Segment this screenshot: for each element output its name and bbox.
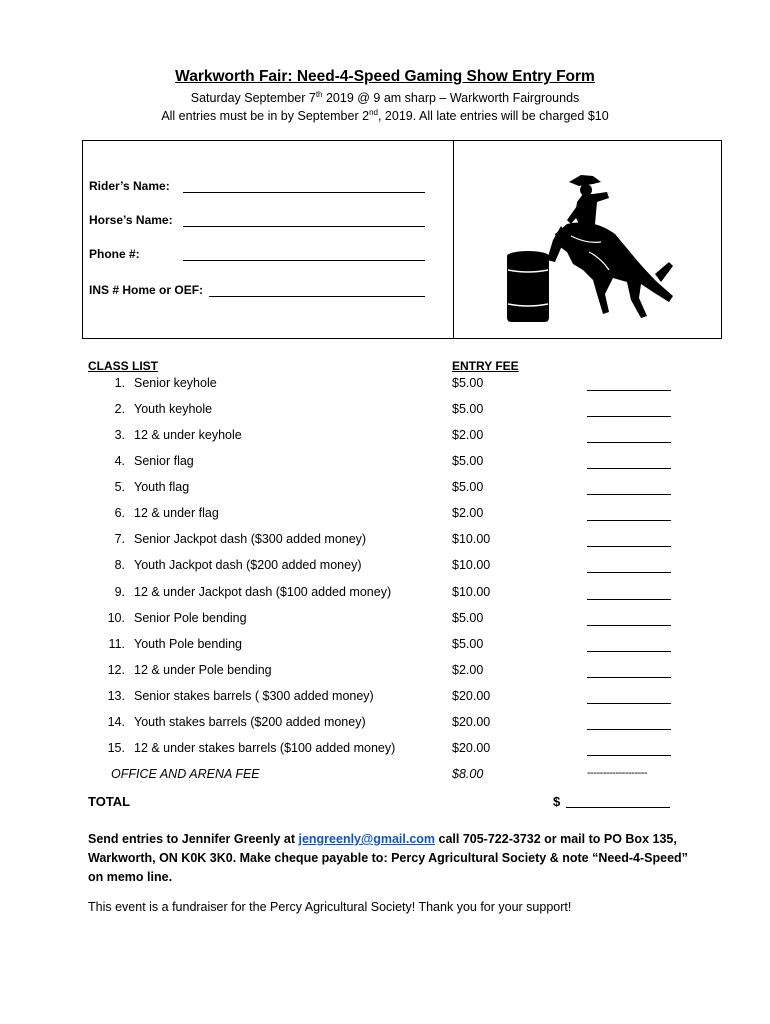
class-fee: $5.00 <box>452 480 484 495</box>
send-entries-paragraph <box>88 830 688 887</box>
class-number: 10. <box>107 610 125 625</box>
class-entry-blank[interactable] <box>587 546 671 547</box>
class-number: 5. <box>114 480 125 495</box>
ins-label: INS # Home or OEF: <box>89 283 204 297</box>
class-entry-blank[interactable] <box>587 651 671 652</box>
class-number: 6. <box>114 506 125 521</box>
class-entry-blank[interactable] <box>587 468 671 469</box>
class-fee: $20.00 <box>452 688 491 703</box>
class-row <box>0 376 770 396</box>
class-number: 8. <box>114 558 125 573</box>
class-fee: $2.00 <box>452 428 484 443</box>
class-number: 11. <box>108 636 125 651</box>
class-row <box>0 715 770 735</box>
class-entry-blank[interactable] <box>587 390 671 391</box>
class-number: 1. <box>114 376 125 390</box>
class-row <box>0 637 770 657</box>
horse-name-line[interactable] <box>183 226 425 227</box>
send-text-end: call 705-722-3732 or mail to PO Box 135, Warkworth, ON K0K 3K0. Make cheque payable to: Percy Agricultural Society & note “Need-4-Speed” on memo line. <box>88 832 688 884</box>
horse-name-field[interactable] <box>89 213 173 227</box>
class-number: 4. <box>114 454 125 469</box>
class-fee: $5.00 <box>452 636 484 651</box>
class-fee: $5.00 <box>452 454 484 469</box>
email-link[interactable]: jengreenly@gmail.com <box>298 832 436 846</box>
office-fee-row <box>0 767 770 787</box>
class-entry-blank[interactable] <box>587 729 671 730</box>
class-entry-blank[interactable] <box>587 572 671 573</box>
rider-info-box <box>82 140 722 339</box>
class-name: Youth stakes barrels ($200 added money) <box>134 714 366 729</box>
class-row <box>0 506 770 526</box>
event-date-line: Saturday September 7th 2019 @ 9 am sharp – Warkworth Fairgrounds <box>190 90 580 106</box>
ins-field[interactable] <box>89 283 203 297</box>
total-label: TOTAL <box>88 794 131 809</box>
class-name: 12 & under keyhole <box>134 428 242 443</box>
class-entry-blank[interactable] <box>587 442 671 443</box>
class-entry-blank[interactable] <box>587 755 671 756</box>
class-row <box>0 402 770 422</box>
class-fee: $20.00 <box>452 740 491 755</box>
fundraiser-note: This event is a fundraiser for the Percy Agricultural Society! Thank you for your support! <box>88 900 572 914</box>
class-fee: $5.00 <box>452 402 484 417</box>
horse-name-label: Horse’s Name: <box>89 213 173 227</box>
office-fee-dashes: ------------------- <box>587 767 648 779</box>
class-fee: $20.00 <box>452 714 491 729</box>
rider-name-field[interactable] <box>89 179 170 193</box>
class-number: 12. <box>107 662 125 677</box>
class-fee: $10.00 <box>452 558 491 573</box>
barrel-racer-icon <box>497 166 677 326</box>
class-row <box>0 741 770 761</box>
class-name: Senior Pole bending <box>134 610 247 625</box>
class-row <box>0 611 770 631</box>
total-blank-line[interactable] <box>566 807 670 808</box>
entry-fee-header: ENTRY FEE <box>452 359 519 373</box>
class-name: Senior flag <box>134 454 194 469</box>
class-fee: $10.00 <box>452 532 491 547</box>
class-row <box>0 663 770 683</box>
class-entry-blank[interactable] <box>587 703 671 704</box>
class-number: 15. <box>107 740 125 755</box>
class-name: 12 & under Jackpot dash ($100 added money) <box>134 584 392 599</box>
class-fee: $10.00 <box>452 584 491 599</box>
phone-label: Phone #: <box>89 247 140 261</box>
class-entry-blank[interactable] <box>587 599 671 600</box>
ins-line[interactable] <box>209 296 425 297</box>
class-name: Senior keyhole <box>134 376 217 390</box>
class-entry-blank[interactable] <box>587 494 671 495</box>
send-text-start: Send entries to Jennifer Greenly at <box>88 832 299 846</box>
box-divider <box>453 141 454 338</box>
class-row <box>0 428 770 448</box>
class-number: 14. <box>107 714 125 729</box>
rider-name-line[interactable] <box>183 192 425 193</box>
class-number: 9. <box>114 584 125 599</box>
class-row <box>0 585 770 605</box>
class-name: Youth Pole bending <box>134 636 242 651</box>
class-name: 12 & under Pole bending <box>134 662 272 677</box>
class-name: Youth Jackpot dash ($200 added money) <box>134 558 362 573</box>
class-row <box>0 532 770 552</box>
rider-name-label: Rider’s Name: <box>89 179 170 193</box>
class-number: 3. <box>114 428 125 443</box>
class-list-header: CLASS LIST <box>88 359 159 373</box>
class-name: Senior stakes barrels ( $300 added money) <box>134 688 374 703</box>
class-name: Youth flag <box>134 480 190 495</box>
class-row <box>0 558 770 578</box>
class-name: 12 & under stakes barrels ($100 added money) <box>134 740 396 755</box>
class-name: 12 & under flag <box>134 506 219 521</box>
phone-line[interactable] <box>183 260 425 261</box>
class-name: Senior Jackpot dash ($300 added money) <box>134 532 367 547</box>
deadline-line: All entries must be in by September 2nd, 2019. All late entries will be charged $10 <box>161 108 609 124</box>
office-fee-amount: $8.00 <box>452 767 484 781</box>
office-fee-label: OFFICE AND ARENA FEE <box>111 767 260 781</box>
phone-field[interactable] <box>89 247 140 261</box>
class-entry-blank[interactable] <box>587 677 671 678</box>
class-row <box>0 480 770 500</box>
class-entry-blank[interactable] <box>587 520 671 521</box>
class-row <box>0 454 770 474</box>
class-number: 7. <box>114 532 125 547</box>
class-entry-blank[interactable] <box>587 625 671 626</box>
class-number: 13. <box>107 688 125 703</box>
class-name: Youth keyhole <box>134 402 213 417</box>
class-entry-blank[interactable] <box>587 416 671 417</box>
class-row <box>0 689 770 709</box>
form-title: Warkworth Fair: Need-4-Speed Gaming Show Entry Form <box>175 68 595 85</box>
class-fee: $5.00 <box>452 376 484 390</box>
total-dollar-sign: $ <box>553 794 561 809</box>
class-number: 2. <box>114 402 125 417</box>
class-fee: $2.00 <box>452 662 484 677</box>
class-fee: $2.00 <box>452 506 484 521</box>
class-fee: $5.00 <box>452 610 484 625</box>
